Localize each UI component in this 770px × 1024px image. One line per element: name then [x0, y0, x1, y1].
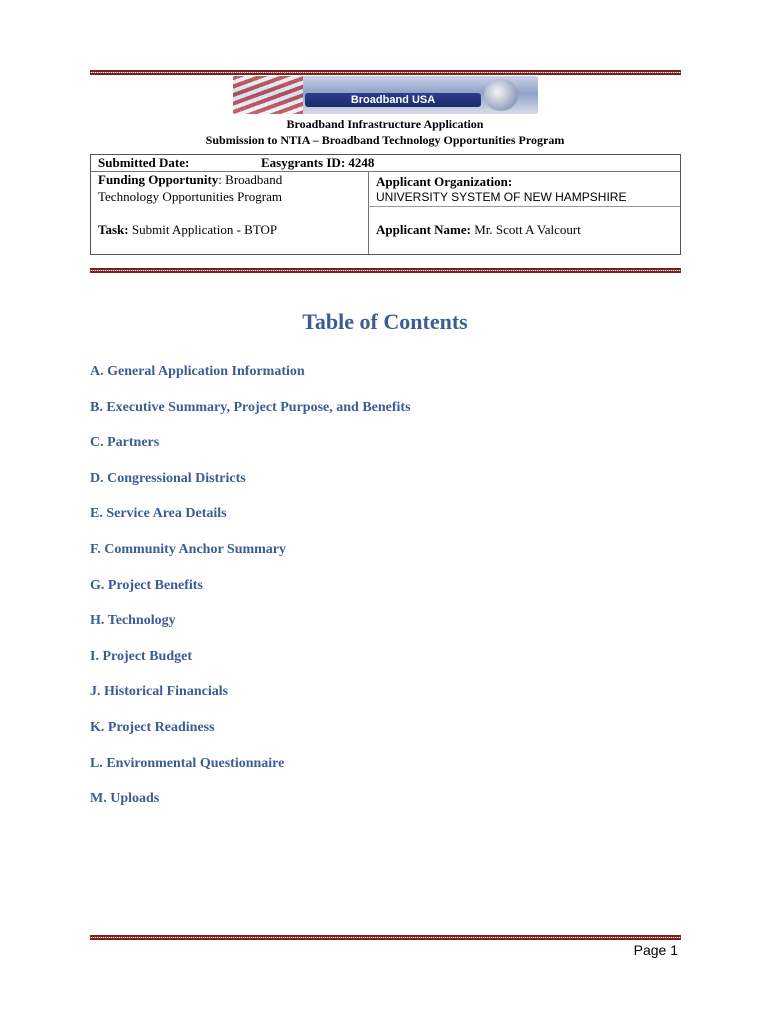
- logo-text: Broadband USA: [350, 94, 436, 106]
- seal-icon: [484, 79, 518, 111]
- page-number: Page 1: [633, 942, 678, 958]
- applicant-name: Applicant Name: Mr. Scott A Valcourt: [376, 222, 581, 237]
- funding-opportunity: Funding Opportunity: Broadband: [98, 172, 283, 187]
- toc-list: [90, 362, 411, 825]
- toc-item[interactable]: G. Project Benefits: [90, 577, 203, 593]
- toc-item[interactable]: I. Project Budget: [90, 648, 192, 664]
- logo-banner: [305, 93, 481, 107]
- application-title: Broadband Infrastructure Application: [286, 117, 484, 131]
- toc-item[interactable]: J. Historical Financials: [90, 684, 229, 700]
- flag-stripes-graphic: [233, 76, 303, 114]
- applicant-organization-label: Applicant Organization:: [376, 174, 513, 189]
- toc-item[interactable]: F. Community Anchor Summary: [90, 541, 287, 557]
- toc-item[interactable]: H. Technology: [90, 613, 176, 629]
- toc-item[interactable]: D. Congressional Districts: [90, 470, 246, 486]
- footer-rule: [90, 935, 681, 940]
- toc-item[interactable]: B. Executive Summary, Project Purpose, and Benefits: [90, 399, 411, 415]
- toc-item[interactable]: E. Service Area Details: [90, 506, 227, 522]
- section-rule: [90, 268, 681, 273]
- toc-item[interactable]: A. General Application Information: [90, 364, 305, 379]
- toc-item[interactable]: K. Project Readiness: [90, 719, 215, 735]
- table-divider: [368, 206, 680, 207]
- easygrants-id: Easygrants ID: 4248: [261, 155, 375, 170]
- application-info-table: [90, 154, 681, 255]
- task: Task: Submit Application - BTOP: [98, 222, 278, 237]
- toc-title: Table of Contents: [302, 309, 468, 334]
- header-rule: [90, 70, 681, 75]
- submitted-date-label: Submitted Date:: [98, 155, 190, 170]
- toc-item[interactable]: C. Partners: [90, 435, 160, 451]
- broadband-usa-logo: [233, 76, 538, 114]
- applicant-organization-value: UNIVERSITY SYSTEM OF NEW HAMPSHIRE: [376, 190, 627, 204]
- funding-opportunity-cont: Technology Opportunities Program: [98, 189, 282, 204]
- table-divider: [368, 171, 369, 254]
- application-subtitle: Submission to NTIA – Broadband Technology Opportunities Program: [205, 133, 565, 147]
- toc-item[interactable]: M. Uploads: [90, 791, 160, 807]
- toc-item[interactable]: L. Environmental Questionnaire: [90, 755, 285, 771]
